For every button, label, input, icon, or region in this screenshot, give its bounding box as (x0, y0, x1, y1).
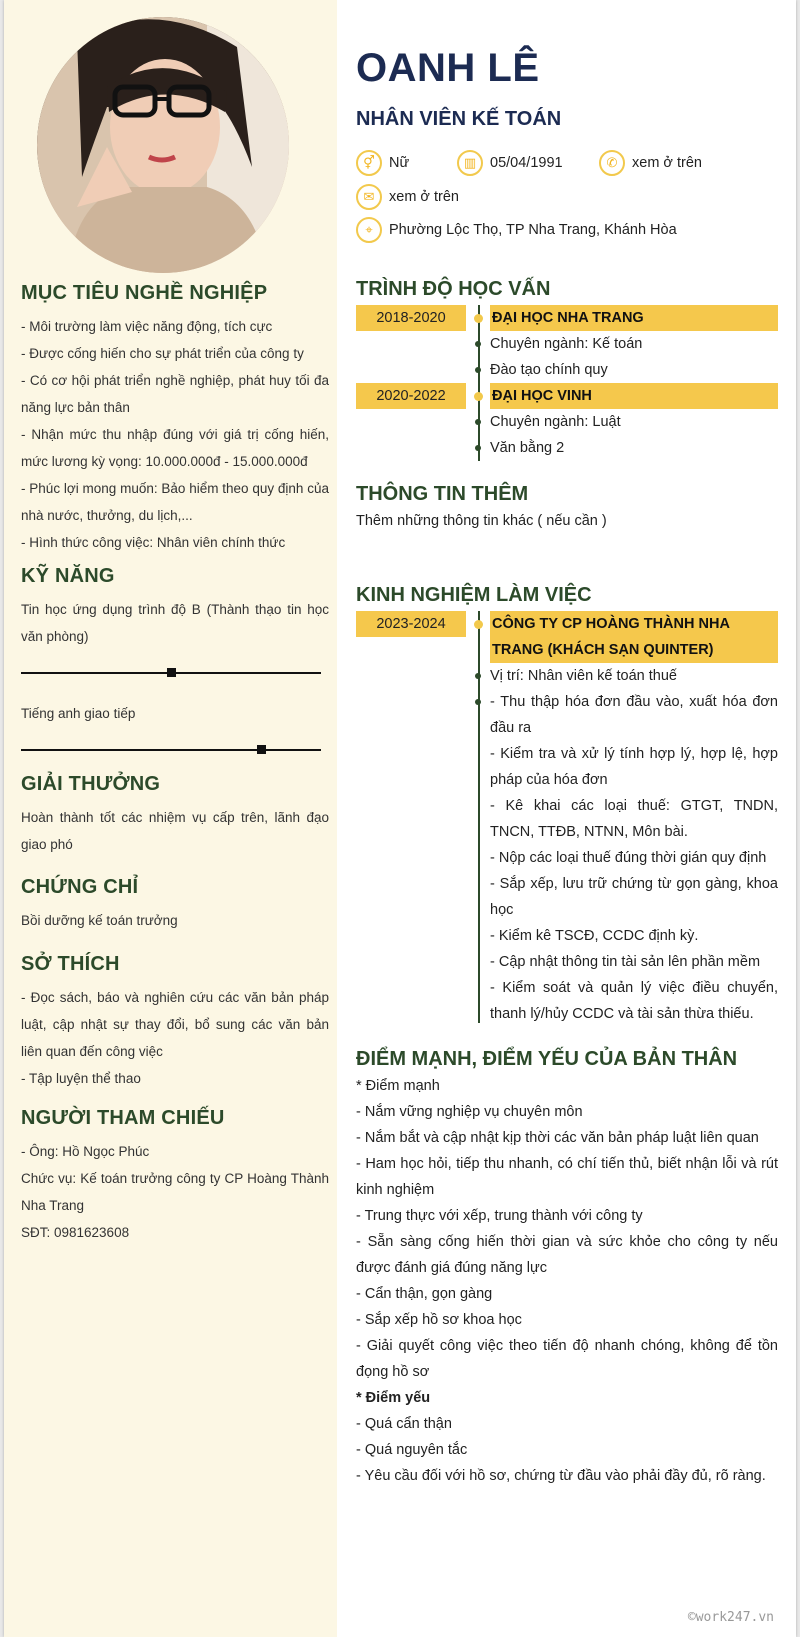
strength-line: - Ham học hỏi, tiếp thu nhanh, có chí tiến thủ, biết nhận lỗi và rút kinh nghiệm (356, 1156, 778, 1198)
skill-level-marker (167, 668, 176, 677)
education-detail: Văn bằng 2 (490, 440, 565, 456)
education-date: 2020-2022 (356, 383, 466, 409)
awards-title: GIẢI THƯỞNG (21, 773, 161, 795)
objective-section (21, 282, 329, 556)
experience-detail: - Kê khai các loại thuế: GTGT, TNDN, TNCN, TTĐB, NTNN, Môn bài. (490, 798, 778, 840)
weakness-line: - Yêu cầu đối với hồ sơ, chứng từ đầu vào phải đầy đủ, rõ ràng. (356, 1468, 766, 1484)
strength-line: - Cẩn thận, gọn gàng (356, 1286, 493, 1302)
experience-company: CÔNG TY CP HOÀNG THÀNH NHA TRANG (KHÁCH SẠN QUINTER) (490, 611, 778, 663)
timeline-line (478, 305, 480, 461)
timeline-bullet (475, 341, 481, 347)
experience-detail: - Sắp xếp, lưu trữ chứng từ gọn gàng, khoa học (490, 876, 778, 918)
timeline-dot (474, 620, 483, 629)
strong-heading: * Điểm mạnh (356, 1078, 440, 1094)
gender-icon: ⚥ (356, 150, 382, 176)
email-icon: ✉ (356, 184, 382, 210)
candidate-name: OANH LÊ (356, 46, 540, 90)
phone-info (599, 150, 702, 176)
experience-detail: - Kiểm soát và quản lý việc điều chuyển, thanh lý/hủy CCDC và tài sản thừa thiếu. (490, 980, 778, 1022)
experience-detail: - Nộp các loại thuế đúng thời gián quy định (490, 850, 767, 866)
reference-line: Chức vụ: Kế toán trưởng công ty CP Hoàng Thành Nha Trang (21, 1171, 329, 1213)
experience-detail: - Kiểm kê TSCĐ, CCDC định kỳ. (490, 928, 699, 944)
experience-detail: - Cập nhật thông tin tài sản lên phần mềm (490, 954, 761, 970)
email-info (356, 184, 459, 210)
references-section (21, 1107, 329, 1246)
references-text (21, 1138, 329, 1246)
education-section (356, 278, 778, 465)
certificates-text: Bồi dưỡng kế toán trưởng (21, 913, 178, 928)
phone-icon: ✆ (599, 150, 625, 176)
education-school: ĐẠI HỌC VINH (490, 383, 778, 409)
skills-section (21, 565, 329, 777)
strength-line: - Nắm bắt và cập nhật kịp thời các văn bản pháp luật liên quan (356, 1130, 759, 1146)
education-detail: Chuyên ngành: Kế toán (490, 336, 643, 352)
weak-heading: * Điểm yếu (356, 1390, 431, 1406)
timeline-dot (474, 392, 483, 401)
certificates-title: CHỨNG CHỈ (21, 876, 139, 898)
skill-level-marker (257, 745, 266, 754)
gender-value: Nữ (389, 155, 410, 171)
address-value: Phường Lộc Thọ, TP Nha Trang, Khánh Hòa (389, 222, 677, 238)
location-icon: ⌖ (356, 217, 382, 243)
objective-line: - Môi trường làm việc năng động, tích cực (21, 319, 273, 334)
strength-line: - Nắm vững nghiệp vụ chuyên môn (356, 1104, 583, 1120)
objective-line: - Nhận mức thu nhập đúng với giá trị cống hiến, mức lương kỳ vọng: 10.000.000đ - 15.000.000đ (21, 427, 329, 469)
timeline-bullet (475, 699, 481, 705)
objective-text (21, 313, 329, 556)
strength-line: - Sẵn sàng cống hiến thời gian và sức khỏe cho công ty nếu được đánh giá đúng năng lực (356, 1234, 778, 1276)
strengths-text (356, 1073, 778, 1489)
timeline-bullet (475, 445, 481, 451)
experience-title: KINH NGHIỆM LÀM VIỆC (356, 584, 592, 606)
objective-title: MỤC TIÊU NGHỀ NGHIỆP (21, 282, 268, 304)
birthday-info (457, 150, 563, 176)
awards-text: Hoàn thành tốt các nhiệm vụ cấp trên, lãnh đạo giao phó (21, 810, 329, 852)
weakness-line: - Quá cẩn thận (356, 1416, 452, 1432)
email-value: xem ở trên (389, 189, 459, 205)
experience-detail: - Kiểm tra và xử lý tính hợp lý, hợp lệ, hợp pháp của hóa đơn (490, 746, 778, 788)
portrait-image (37, 17, 289, 273)
experience-section (356, 584, 778, 1023)
phone-value: xem ở trên (632, 155, 702, 171)
extra-text: Thêm những thông tin khác ( nếu cần ) (356, 513, 607, 529)
timeline-bullet (475, 367, 481, 373)
objective-line: - Được cống hiến cho sự phát triển của công ty (21, 346, 304, 361)
timeline-dot (474, 314, 483, 323)
reference-line: - Ông: Hồ Ngọc Phúc (21, 1144, 150, 1159)
skills-title: KỸ NĂNG (21, 565, 115, 587)
experience-timeline (356, 611, 778, 1023)
strength-line: - Trung thực với xếp, trung thành với công ty (356, 1208, 643, 1224)
hobbies-text (21, 984, 329, 1092)
birthday-value: 05/04/1991 (490, 155, 563, 171)
education-title: TRÌNH ĐỘ HỌC VẤN (356, 278, 551, 300)
right-column (337, 0, 796, 1637)
objective-line: - Hình thức công việc: Nhân viên chính thức (21, 535, 286, 550)
weakness-line: - Quá nguyên tắc (356, 1442, 468, 1458)
certificates-section (21, 876, 329, 934)
references-title: NGƯỜI THAM CHIẾU (21, 1107, 225, 1129)
gender-info (356, 150, 409, 176)
skill-bar (21, 749, 321, 751)
education-school: ĐẠI HỌC NHA TRANG (490, 305, 778, 331)
cv-page (4, 0, 796, 1637)
timeline-bullet (475, 419, 481, 425)
avatar (37, 17, 289, 273)
education-detail: Đào tạo chính quy (490, 362, 608, 378)
reference-line: SĐT: 0981623608 (21, 1225, 130, 1240)
strength-line: - Sắp xếp hồ sơ khoa học (356, 1312, 522, 1328)
skill-bar (21, 672, 321, 674)
hobby-line: - Đọc sách, báo và nghiên cứu các văn bản pháp luật, cập nhật sự thay đổi, bổ sung các văn bản liên quan đến công việc (21, 990, 329, 1059)
left-column (4, 0, 337, 1637)
hobbies-section (21, 953, 329, 1092)
address-info (356, 217, 677, 243)
strengths-title: ĐIỂM MẠNH, ĐIỂM YẾU CỦA BẢN THÂN (356, 1048, 738, 1070)
experience-detail: - Thu thập hóa đơn đầu vào, xuất hóa đơn đầu ra (490, 694, 778, 736)
objective-line: - Phúc lợi mong muốn: Bảo hiểm theo quy định của nhà nước, thưởng, du lịch,... (21, 481, 329, 523)
strength-line: - Giải quyết công việc theo tiến độ nhanh chóng, không để tồn đọng hồ sơ (356, 1338, 778, 1380)
extra-title: THÔNG TIN THÊM (356, 483, 529, 505)
hobby-line: - Tập luyện thể thao (21, 1071, 141, 1086)
education-detail: Chuyên ngành: Luật (490, 414, 621, 430)
awards-section (21, 773, 329, 858)
footer-watermark: ©work247.vn (687, 1610, 774, 1625)
skill-label: Tin học ứng dụng trình độ B (Thành thạo tin học văn phòng) (21, 602, 329, 644)
extra-section (356, 483, 778, 534)
birthday-icon: ▥ (457, 150, 483, 176)
strengths-section (356, 1048, 778, 1489)
candidate-role: NHÂN VIÊN KẾ TOÁN (356, 108, 562, 130)
objective-line: - Có cơ hội phát triển nghề nghiệp, phát huy tối đa năng lực bản thân (21, 373, 329, 415)
education-date: 2018-2020 (356, 305, 466, 331)
hobbies-title: SỞ THÍCH (21, 953, 120, 975)
experience-detail: Vị trí: Nhân viên kế toán thuế (490, 668, 677, 684)
timeline-bullet (475, 673, 481, 679)
experience-date: 2023-2024 (356, 611, 466, 637)
skill-label: Tiếng anh giao tiếp (21, 706, 136, 721)
education-timeline (356, 305, 778, 465)
